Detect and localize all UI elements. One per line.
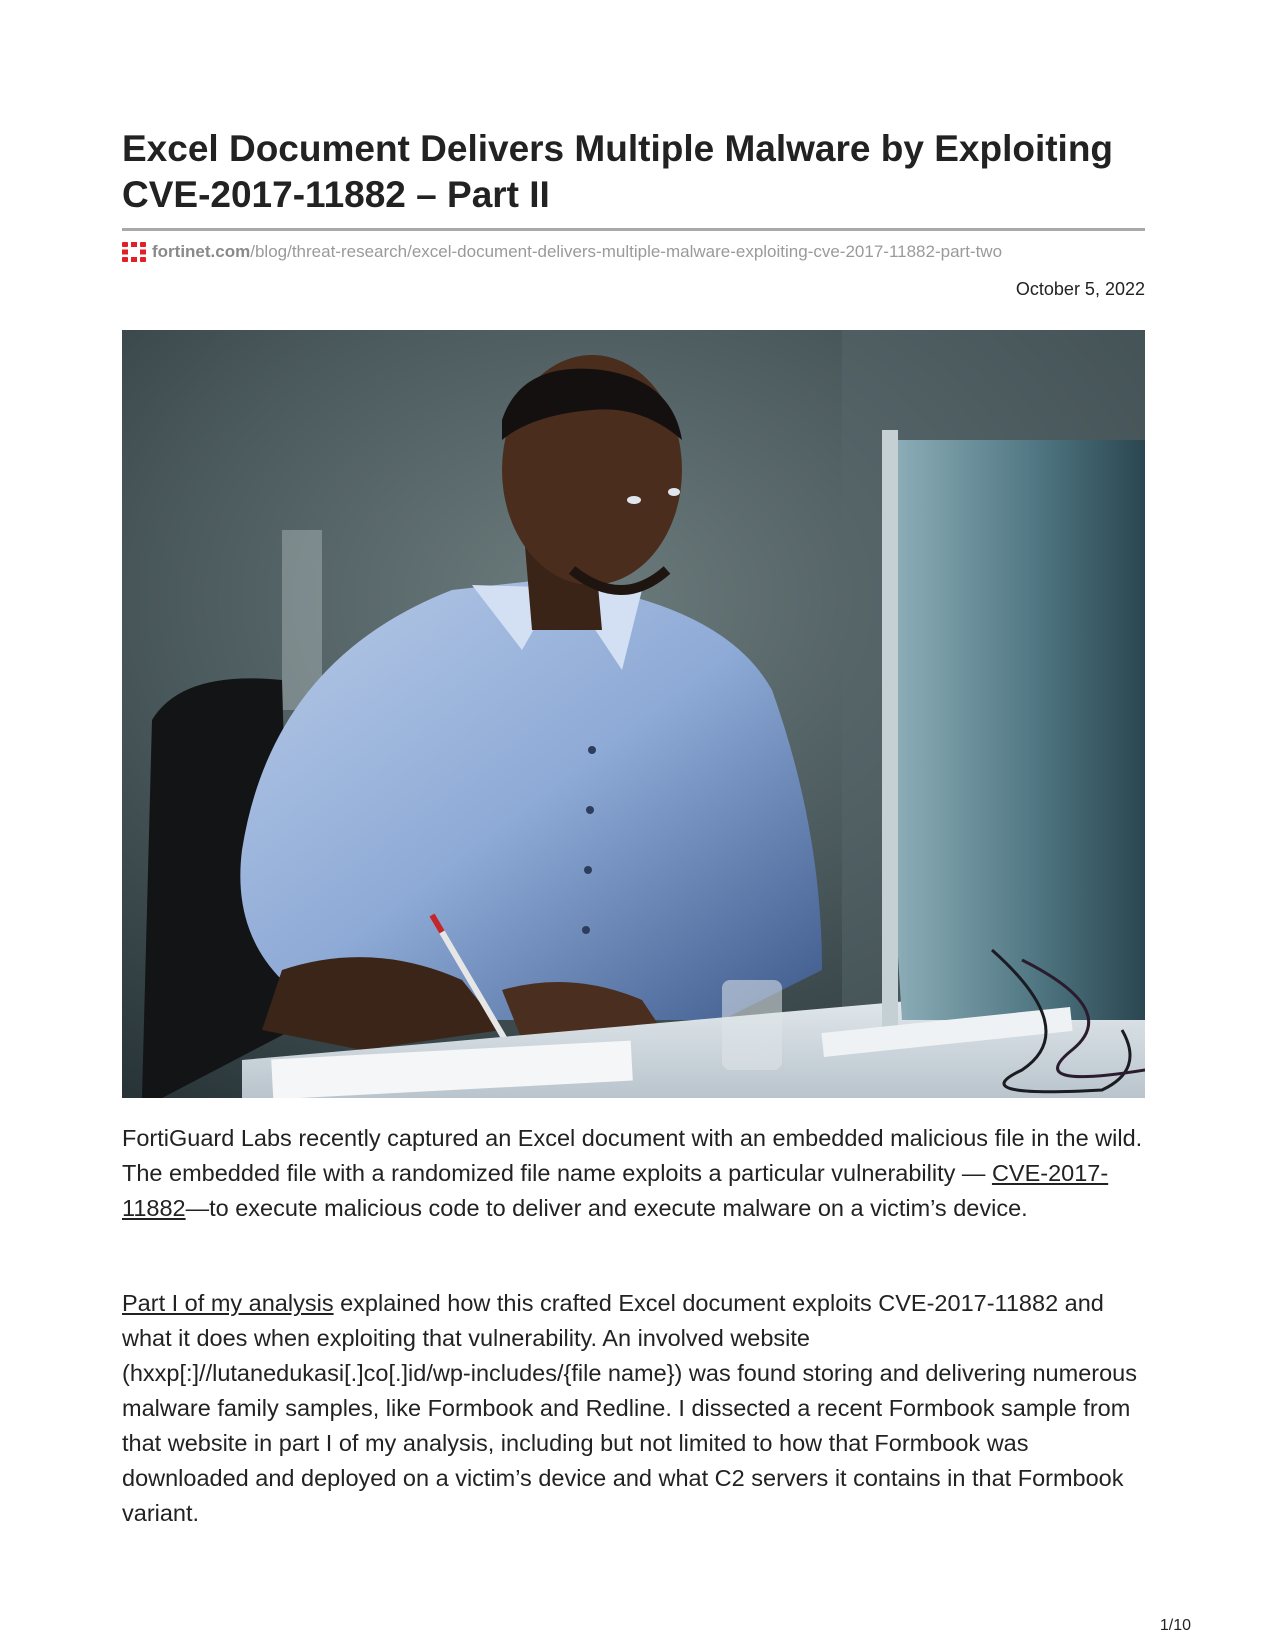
- cve-link[interactable]: CVE-2017-11882: [122, 1160, 1109, 1221]
- part-one-link[interactable]: Part I of my analysis: [122, 1290, 334, 1316]
- fortinet-logo-icon: [122, 242, 146, 262]
- publish-date: October 5, 2022: [1015, 279, 1145, 299]
- intro-paragraph: [122, 1121, 1152, 1226]
- hero-image: [122, 330, 1145, 1098]
- man-at-computer-photo: [122, 330, 1145, 1098]
- analysis-paragraph: [122, 1286, 1152, 1531]
- page-number: 1/10: [1159, 1617, 1191, 1634]
- intro-text-b: —to execute malicious code to deliver and execute malware on a victim’s device.: [185, 1195, 1028, 1221]
- analysis-text: explained how this crafted Excel document exploits CVE-2017-11882 and what it does when exploiting that vulnerability. An involved website (hxxp[:]//lutanedukasi[.]co[.]id/wp-includes/{file name}) was found storing and delivering numerous malware family samples, like Formbook and Redline. I dissected a recent Formbook sample from that website in part I of my analysis, including but not limited to how that Formbook was downloaded and deployed on a victim’s device and what C2 servers it contains in that Formbook variant.: [122, 1290, 1137, 1526]
- source-domain: fortinet.com: [152, 242, 251, 261]
- source-url[interactable]: [122, 241, 1002, 263]
- source-path: /blog/threat-research/excel-document-delivers-multiple-malware-exploiting-cve-2017-11882-part-two: [250, 242, 1003, 261]
- title-divider: [122, 228, 1145, 231]
- article-title: Excel Document Delivers Multiple Malware by Exploiting CVE-2017-11882 – Part II: [122, 128, 1114, 215]
- intro-text-a: FortiGuard Labs recently captured an Excel document with an embedded malicious file in the wild. The embedded file with a randomized file name exploits a particular vulnerability —: [122, 1125, 1143, 1186]
